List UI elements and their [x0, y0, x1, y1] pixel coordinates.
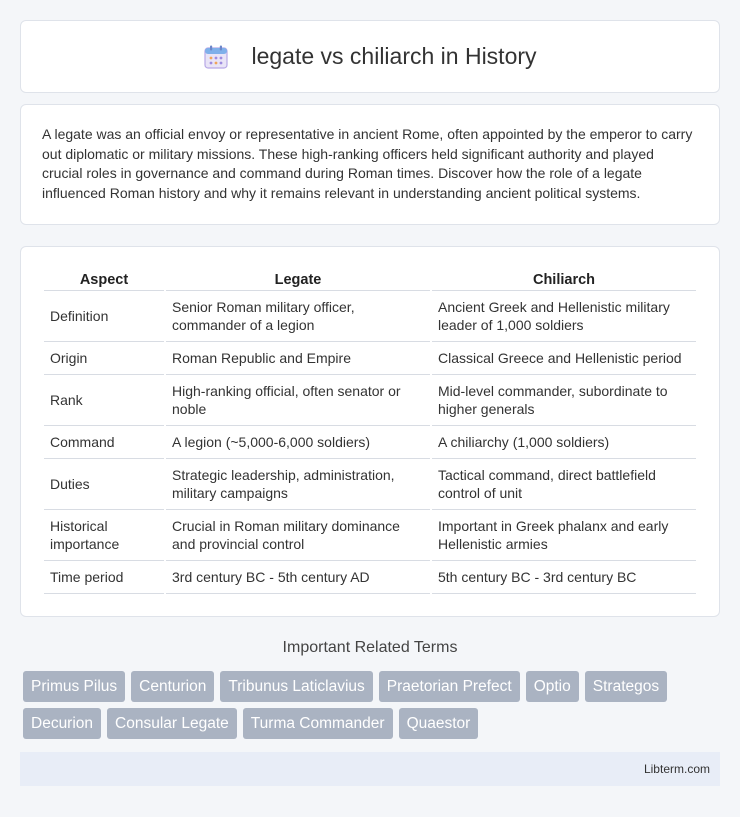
header-chiliarch: Chiliarch — [432, 268, 696, 291]
comparison-table — [42, 268, 698, 594]
table-row — [44, 561, 696, 594]
cell-legate: Senior Roman military officer, commander of a legion — [166, 291, 430, 342]
cell-legate: Strategic leadership, administration, military campaigns — [166, 459, 430, 510]
cell-aspect: Historical importance — [44, 510, 164, 561]
related-term-tag[interactable]: Decurion — [23, 708, 101, 739]
comparison-card — [20, 246, 720, 617]
intro-text: A legate was an official envoy or representative in ancient Rome, often appointed by the emperor to carry out diplomatic or military missions. These high-ranking officers held significant authority and played crucial roles in governance and command during Roman times. Discover how the role of a legate influenced Roman history and why it remains relevant in understanding ancient political systems. — [42, 126, 693, 201]
cell-aspect: Rank — [44, 375, 164, 426]
footer-brand-link[interactable]: Libterm.com — [643, 762, 710, 777]
calendar-icon — [203, 44, 229, 70]
related-terms-title: Important Related Terms — [282, 639, 458, 657]
table-row — [44, 510, 696, 561]
related-term-tag[interactable]: Tribunus Laticlavius — [220, 671, 372, 702]
cell-legate: A legion (~5,000-6,000 soldiers) — [166, 426, 430, 459]
related-terms-list — [20, 671, 720, 739]
related-term-tag[interactable]: Consular Legate — [107, 708, 237, 739]
footer — [20, 752, 720, 786]
cell-aspect: Duties — [44, 459, 164, 510]
related-term-tag[interactable]: Centurion — [131, 671, 214, 702]
related-term-tag[interactable]: Quaestor — [399, 708, 479, 739]
cell-chiliarch: Ancient Greek and Hellenistic military leader of 1,000 soldiers — [432, 291, 696, 342]
cell-legate: 3rd century BC - 5th century AD — [166, 561, 430, 594]
table-header-row — [44, 268, 696, 291]
related-term-tag[interactable]: Strategos — [585, 671, 667, 702]
cell-aspect: Definition — [44, 291, 164, 342]
cell-aspect: Command — [44, 426, 164, 459]
table-row — [44, 291, 696, 342]
related-term-tag[interactable]: Primus Pilus — [23, 671, 125, 702]
table-row — [44, 426, 696, 459]
cell-legate: Roman Republic and Empire — [166, 342, 430, 375]
cell-chiliarch: Tactical command, direct battlefield control of unit — [432, 459, 696, 510]
header-legate: Legate — [166, 268, 430, 291]
cell-legate: Crucial in Roman military dominance and provincial control — [166, 510, 430, 561]
cell-chiliarch: Important in Greek phalanx and early Hellenistic armies — [432, 510, 696, 561]
header-aspect: Aspect — [44, 268, 164, 291]
table-row — [44, 459, 696, 510]
intro-card — [20, 104, 720, 225]
cell-aspect: Origin — [44, 342, 164, 375]
related-term-tag[interactable]: Optio — [526, 671, 579, 702]
related-term-tag[interactable]: Praetorian Prefect — [379, 671, 520, 702]
table-row — [44, 375, 696, 426]
cell-chiliarch: A chiliarchy (1,000 soldiers) — [432, 426, 696, 459]
cell-legate: High-ranking official, often senator or noble — [166, 375, 430, 426]
page-title: legate vs chiliarch in History — [251, 43, 537, 69]
page-header — [20, 20, 720, 93]
cell-chiliarch: Classical Greece and Hellenistic period — [432, 342, 696, 375]
cell-chiliarch: Mid-level commander, subordinate to higher generals — [432, 375, 696, 426]
related-terms-section — [20, 639, 720, 739]
cell-chiliarch: 5th century BC - 3rd century BC — [432, 561, 696, 594]
related-term-tag[interactable]: Turma Commander — [243, 708, 393, 739]
cell-aspect: Time period — [44, 561, 164, 594]
table-row — [44, 342, 696, 375]
